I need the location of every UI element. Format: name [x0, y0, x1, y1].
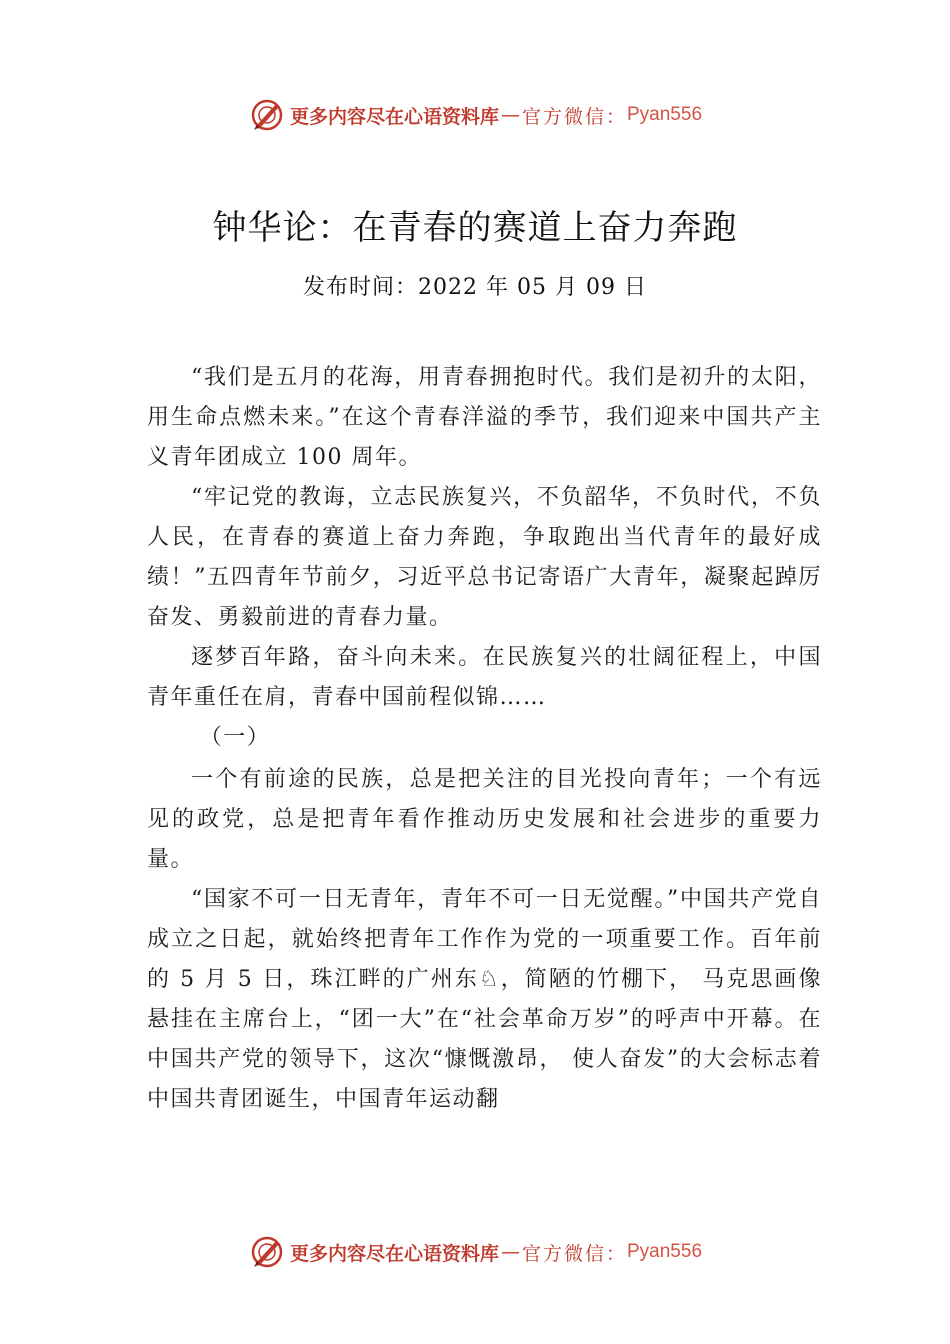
footer-banner	[0, 1232, 950, 1272]
banner-separator: —	[500, 104, 520, 126]
document-title: 钟华论：在青春的赛道上奋力奔跑	[212, 208, 738, 248]
article-body	[147, 358, 822, 1120]
publish-date: 发布时间：2022 年 05 月 09 日	[303, 275, 647, 300]
wechat-id: Pyan556	[627, 1241, 703, 1262]
official-wechat-label: 官方微信：	[521, 105, 627, 128]
paragraph: “我们是五月的花海，用青春拥抱时代。我们是初升的太阳，用生命点燃未来。”在这个青春洋溢的季节，我们迎来中国共产主义青年团成立 100 周年。	[147, 365, 822, 470]
brand-name: 更多内容尽在心语资料库	[289, 105, 499, 128]
paragraph: “牢记党的教诲，立志民族复兴，不负韶华，不负时代，不负人民，在青春的赛道上奋力奔跑，争取跑出当代青年的最好成绩！”五四青年节前夕，习近平总书记寄语广大青年，凝聚起踔厉奋发、勇毅前进的青春力量。	[147, 485, 822, 630]
wechat-id: Pyan556	[627, 104, 703, 125]
paragraph: “国家不可一日无青年，青年不可一日无觉醒。”中国共产党自成立之日起，就始终把青年工作作为党的一项重要工作。百年前的 5 月 5 日，珠江畔的广州东♘，简陋的竹棚下， 马克思画像悬挂在主席台上，“团一大”在“社会革命万岁”的呼声中开幕。在中国共产党的领导下，这次“慷慨激昂， 使人奋发”的大会标志着中国共青团诞生，中国青年运动翻	[147, 887, 822, 1112]
section-heading: （一）	[199, 725, 271, 750]
brand-logo-icon	[248, 96, 286, 134]
banner-separator: —	[500, 1241, 520, 1263]
paragraph: 逐梦百年路，奋斗向未来。在民族复兴的壮阔征程上，中国青年重任在肩，青春中国前程似锦……	[147, 645, 822, 710]
brand-name: 更多内容尽在心语资料库	[289, 1242, 499, 1265]
official-wechat-label: 官方微信：	[521, 1242, 627, 1265]
paragraph: 一个有前途的民族，总是把关注的目光投向青年；一个有远见的政党，总是把青年看作推动历史发展和社会进步的重要力量。	[147, 767, 822, 872]
brand-logo-icon	[248, 1233, 286, 1271]
header-banner	[0, 95, 950, 135]
